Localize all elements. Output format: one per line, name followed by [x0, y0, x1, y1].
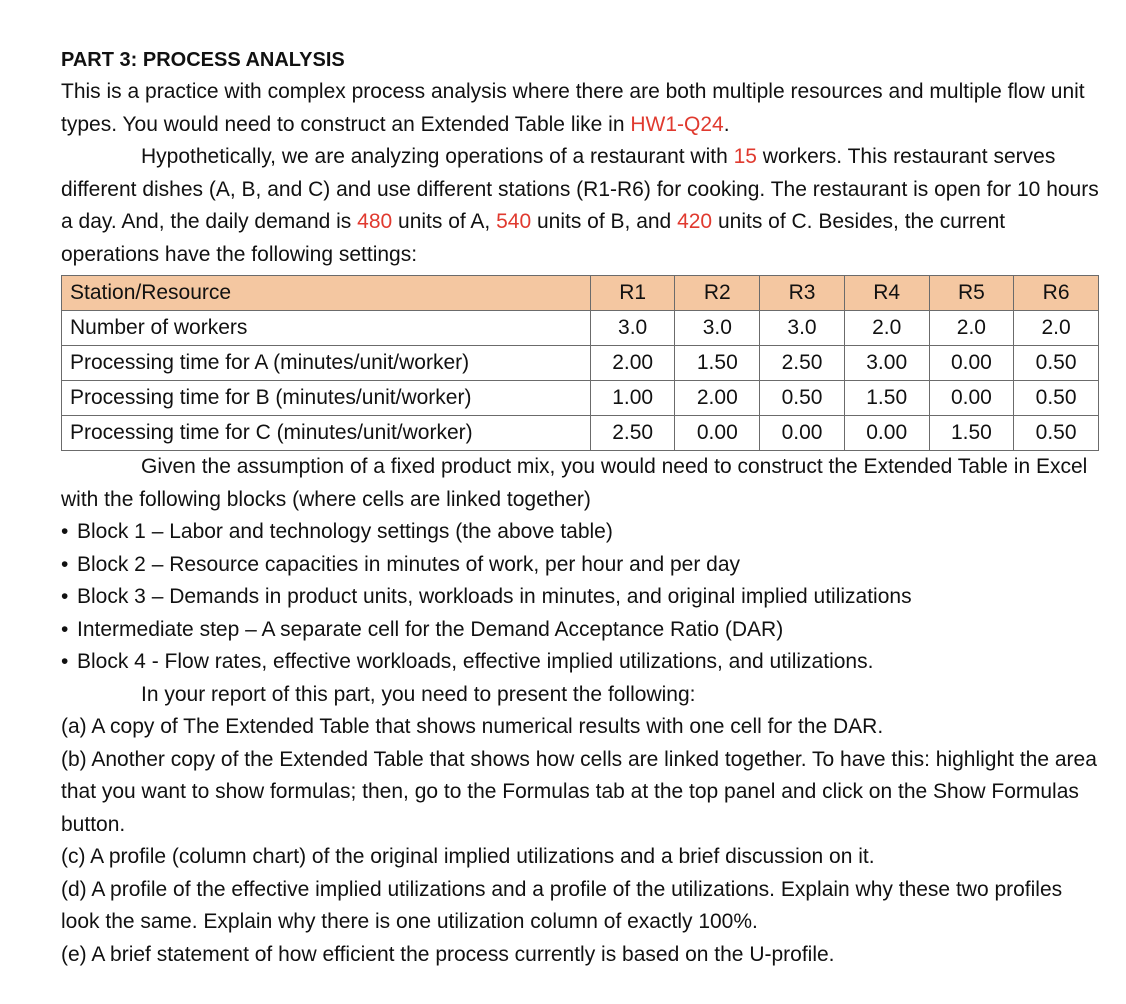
- document-page: [61, 44, 1106, 971]
- table-cell: 2.50: [590, 416, 675, 451]
- row-label: Processing time for B (minutes/unit/worker): [62, 381, 591, 416]
- scenario-paragraph: [61, 141, 1106, 271]
- header-r3: R3: [760, 276, 845, 311]
- table-cell: 2.50: [760, 346, 845, 381]
- table-cell: 0.00: [760, 416, 845, 451]
- table-cell: 1.50: [929, 416, 1014, 451]
- bullet: •: [61, 585, 69, 608]
- table-cell: 2.0: [844, 311, 929, 346]
- table-cell: 0.50: [760, 381, 845, 416]
- scenario-text-1: Hypothetically, we are analyzing operations of a restaurant with: [141, 145, 734, 168]
- scenario-text-3: units of A,: [392, 210, 497, 233]
- table-cell: 0.00: [929, 346, 1014, 381]
- header-r5: R5: [929, 276, 1014, 311]
- workers-count: 15: [733, 145, 757, 168]
- list-item-text: Block 4 - Flow rates, effective workloads, effective implied utilizations, and utilizations.: [77, 650, 874, 673]
- table-cell: 3.00: [844, 346, 929, 381]
- table-cell: 1.00: [590, 381, 675, 416]
- table-cell: 0.50: [1014, 416, 1099, 451]
- scenario-text-4: units of B, and: [531, 210, 678, 233]
- header-r4: R4: [844, 276, 929, 311]
- list-item-text: Block 3 – Demands in product units, workloads in minutes, and original implied utilizations: [77, 585, 912, 608]
- header-r1: R1: [590, 276, 675, 311]
- header-r2: R2: [675, 276, 760, 311]
- list-item-text: Block 1 – Labor and technology settings (the above table): [77, 520, 613, 543]
- table-cell: 0.50: [1014, 381, 1099, 416]
- table-row: [62, 416, 1099, 451]
- scenario-text-5: units of C. Besides, the current operations have the following settings:: [61, 210, 1006, 266]
- scenario-text-2: workers. This restaurant serves different dishes (A, B, and C) and use different stations (R1-R6) for cooking. The restaurant is open for 10 hours a day. And, the daily demand is: [61, 145, 1099, 233]
- table-cell: 1.50: [844, 381, 929, 416]
- intro-period: .: [723, 112, 730, 136]
- report-item-b: (b) Another copy of the Extended Table that shows how cells are linked together. To have this: highlight the area that you want to show formulas; then, go to the Formulas tab at the top panel and click on the Show Formulas button.: [61, 747, 1097, 836]
- list-item: [61, 549, 1106, 582]
- intro-text: This is a practice with complex process analysis where there are both multiple resources and multiple flow unit types. You would need to construct an Extended Table like in: [61, 80, 1085, 136]
- table-cell: 0.00: [844, 416, 929, 451]
- list-item: [61, 614, 1106, 647]
- header-r6: R6: [1014, 276, 1099, 311]
- table-row: [62, 381, 1099, 416]
- table-cell: 1.50: [675, 346, 760, 381]
- demand-c: 420: [677, 210, 713, 233]
- report-item-e: (e) A brief statement of how efficient the process currently is based on the U-profile.: [61, 942, 835, 966]
- header-station-resource: Station/Resource: [62, 276, 591, 311]
- blocks-list: [61, 516, 1106, 679]
- hw-reference: HW1-Q24: [630, 112, 724, 136]
- intro-paragraph: [61, 76, 1106, 141]
- report-intro: In your report of this part, you need to present the following:: [141, 682, 696, 706]
- demand-a: 480: [357, 210, 393, 233]
- table-cell: 0.00: [929, 381, 1014, 416]
- table-cell: 0.50: [1014, 346, 1099, 381]
- list-item-text: Block 2 – Resource capacities in minutes of work, per hour and per day: [77, 552, 741, 576]
- table-cell: 2.0: [1014, 311, 1099, 346]
- row-label: Processing time for A (minutes/unit/worker): [62, 346, 591, 381]
- row-label: Processing time for C (minutes/unit/worker): [62, 416, 591, 451]
- part-heading: PART 3: PROCESS ANALYSIS: [61, 49, 345, 71]
- list-item: [61, 646, 1106, 679]
- table-cell: 3.0: [675, 311, 760, 346]
- table-cell: 2.00: [675, 381, 760, 416]
- list-item-text: Intermediate step – A separate cell for the Demand Acceptance Ratio (DAR): [77, 617, 784, 641]
- table-cell: 3.0: [590, 311, 675, 346]
- demand-b: 540: [496, 210, 532, 233]
- list-item: [61, 516, 1106, 549]
- table-cell: 3.0: [760, 311, 845, 346]
- extended-table-paragraph: Given the assumption of a fixed product mix, you would need to construct the Extended Table in Excel with the following blocks (where cells are linked together): [61, 455, 1088, 511]
- list-item: [61, 581, 1106, 614]
- table-header-row: [62, 276, 1099, 311]
- settings-table: [61, 275, 1099, 451]
- table-cell: 2.00: [590, 346, 675, 381]
- report-item-a: (a) A copy of The Extended Table that shows numerical results with one cell for the DAR.: [61, 715, 884, 738]
- report-item-c: (c) A profile (column chart) of the original implied utilizations and a brief discussion on it.: [61, 845, 875, 868]
- table-row: [62, 346, 1099, 381]
- bullet: •: [61, 552, 69, 576]
- table-cell: 2.0: [929, 311, 1014, 346]
- bullet: •: [61, 520, 69, 543]
- report-item-d: (d) A profile of the effective implied utilizations and a profile of the utilizations. Explain why these two profiles look the same. Explain why there is one utilization column of exactly 100%.: [61, 877, 1063, 933]
- bullet: •: [61, 650, 69, 673]
- row-label: Number of workers: [62, 311, 591, 346]
- table-row: [62, 311, 1099, 346]
- table-cell: 0.00: [675, 416, 760, 451]
- bullet: •: [61, 617, 69, 641]
